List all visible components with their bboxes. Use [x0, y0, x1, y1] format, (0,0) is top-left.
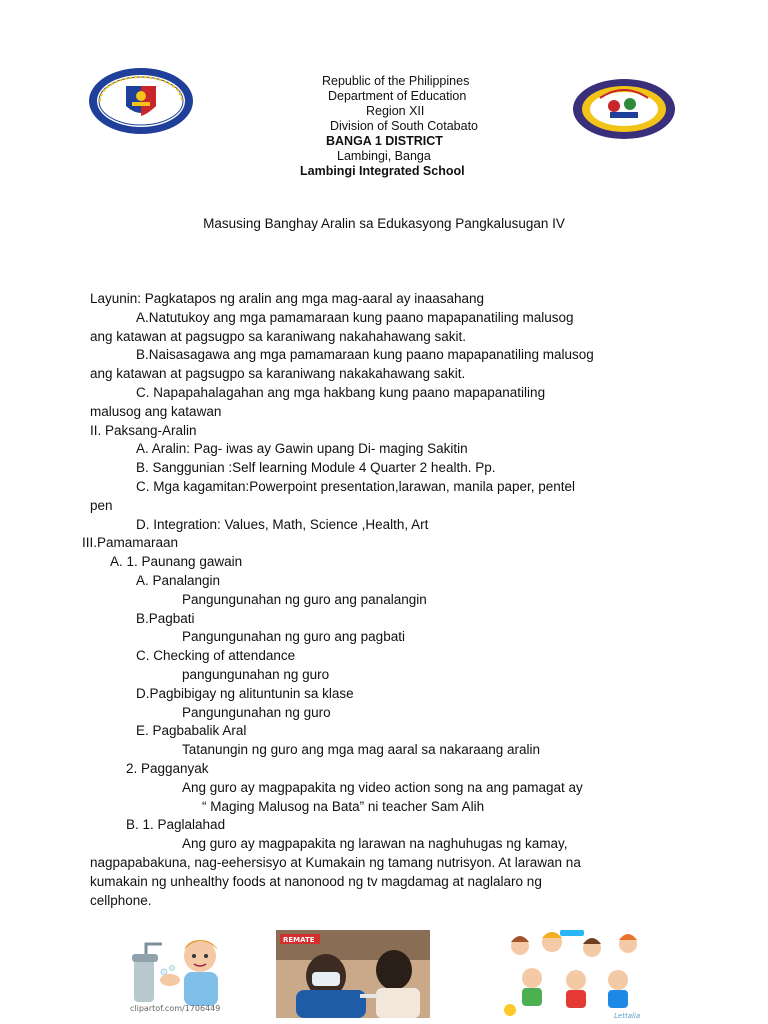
clipart-credit-lettalia: Lettalia: [614, 1012, 641, 1020]
pagbabalik-aral-detail: Tatanungin ng guro ang mga mag aaral sa nakaraang aralin: [182, 742, 540, 758]
objective-b: B.Naisasagawa ang mga pamamaraan kung paano mapapanatiling malusog: [136, 347, 594, 363]
integration-item: D. Integration: Values, Math, Science ,Health, Art: [136, 516, 429, 532]
handwashing-clipart-image: [128, 928, 244, 1016]
pagbati-item: B.Pagbati: [136, 610, 195, 626]
attendance-item: C. Checking of attendance: [136, 648, 296, 664]
kagamitan-item-cont: pen: [90, 497, 113, 513]
header-department: Department of Education: [328, 89, 467, 103]
header-location: Lambingi, Banga: [337, 149, 431, 163]
panalangin-detail: Pangungunahan ng guro ang panalangin: [182, 591, 427, 607]
clipart-credit: clipartof.com/1706449: [130, 1004, 221, 1013]
aralin-item: A. Aralin: Pag- iwas ay Gawin upang Di- maging Sakitin: [136, 441, 468, 457]
photo-banner-text: REMATE: [283, 936, 315, 944]
paglalahad-detail: Ang guro ay magpapakita ng larawan na naghuhugas ng kamay,: [182, 836, 568, 852]
paglalahad-heading: B. 1. Paglalahad: [126, 817, 226, 833]
objective-c-cont: malusog ang katawan: [90, 403, 222, 419]
section-heading-pamamaraan: III.Pamamaraan: [82, 535, 179, 551]
header-region: Region XII: [366, 104, 425, 118]
pagganyak-song-title: “ Maging Malusog na Bata” ni teacher Sam Alih: [202, 798, 485, 814]
healthy-kids-clipart-image: [500, 926, 652, 1020]
objective-intro: Layunin: Pagkatapos ng aralin ang mga mag-aaral ay inaasahang: [90, 291, 485, 306]
pagbabalik-aral-item: E. Pagbabalik Aral: [136, 723, 247, 739]
objective-c: C. Napapahalagahan ang mga hakbang kung paano mapapanatiling: [136, 384, 546, 400]
objective-a-cont: ang katawan at pagsugpo sa karaniwang nakahahawang sakit.: [90, 328, 467, 344]
vaccination-photo-image: [276, 930, 430, 1018]
kagamitan-item: C. Mga kagamitan:Powerpoint presentation,larawan, manila paper, pentel: [136, 478, 576, 494]
objective-b-cont: ang katawan at pagsugpo sa karaniwang nakakahawang sakit.: [90, 366, 466, 382]
lesson-plan-title: Masusing Banghay Aralin sa Edukasyong Pangkalusugan IV: [203, 216, 565, 231]
attendance-detail: pangungunahan ng guro: [182, 666, 330, 682]
alituntunin-item: D.Pagbibigay ng alituntunin sa klase: [136, 685, 354, 701]
objective-a: A.Natutukoy ang mga pamamaraan kung paano mapapanatiling malusog: [136, 309, 574, 325]
pagganyak-detail: Ang guro ay magpapakita ng video action song na ang pamagat ay: [182, 779, 583, 795]
header-republic: Republic of the Philippines: [322, 74, 470, 88]
pagbati-detail: Pangungunahan ng guro ang pagbati: [182, 629, 405, 645]
panalangin-item: A. Panalangin: [136, 572, 221, 588]
paglalahad-detail-cont-1: nagpapabakuna, nag-eehersisyo at Kumakain ng tamang nutrisyon. At larawan na: [90, 854, 581, 870]
sanggunian-item: B. Sanggunian :Self learning Module 4 Quarter 2 health. Pp.: [136, 460, 496, 476]
section-heading-paksang-aralin: II. Paksang-Aralin: [90, 422, 197, 438]
division-seal-logo: [570, 78, 678, 140]
header-district: BANGA 1 DISTRICT: [326, 134, 443, 148]
paglalahad-detail-cont-2: kumakain ng unhealthy foods at nanonood ng tv magdamag at naglalaro ng: [90, 873, 542, 889]
paglalahad-detail-cont-3: cellphone.: [90, 892, 152, 908]
header-division: Division of South Cotabato: [330, 119, 479, 133]
deped-seal-logo: [86, 66, 196, 136]
header-school: Lambingi Integrated School: [300, 164, 465, 178]
alituntunin-detail: Pangungunahan ng guro: [182, 704, 331, 720]
pagganyak-heading: 2. Pagganyak: [126, 760, 209, 776]
lesson-plan-body: [82, 290, 690, 910]
paunang-gawain-heading: A. 1. Paunang gawain: [110, 554, 243, 570]
